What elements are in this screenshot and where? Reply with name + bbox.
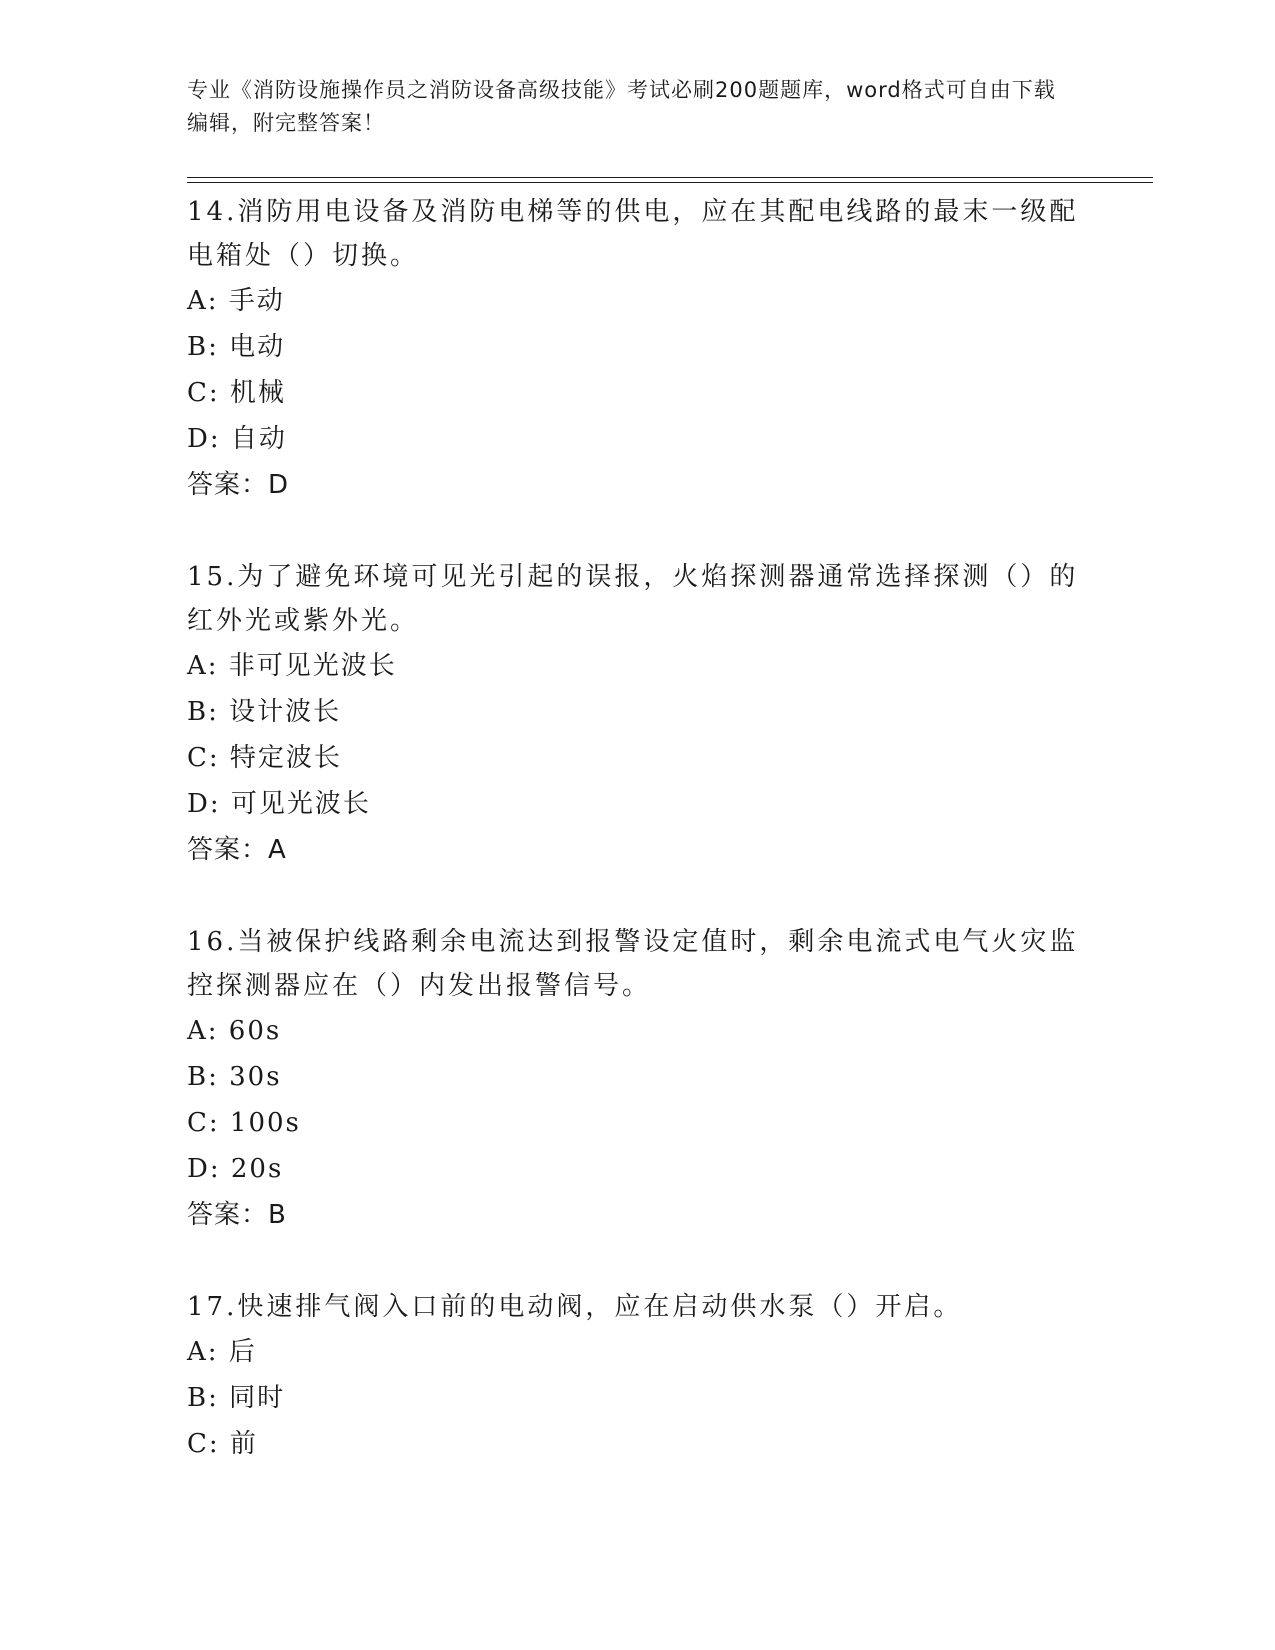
option-c: C: 特定波长	[187, 743, 342, 773]
question-stem: 17.快速排气阀入口前的电动阀，应在启动供水泵（）开启。	[187, 1292, 963, 1322]
answer-line: 答案：D	[187, 470, 290, 500]
option-b: B: 30s	[187, 1062, 282, 1092]
option-a: A: 手动	[187, 286, 285, 316]
question-stem: 14.消防用电设备及消防电梯等的供电，应在其配电线路的最末一级配电箱处（）切换。	[187, 197, 1079, 271]
question-stem: 15.为了避免环境可见光引起的误报，火焰探测器通常选择探测（）的红外光或紫外光。	[187, 562, 1079, 636]
option-a: A: 非可见光波长	[187, 651, 397, 681]
option-a: A: 60s	[187, 1016, 282, 1046]
question-15	[187, 555, 1087, 873]
option-a: A: 后	[187, 1337, 257, 1367]
option-c: C: 前	[187, 1429, 258, 1459]
question-list	[187, 190, 1087, 1514]
header-divider-bottom	[187, 182, 1153, 183]
header-divider-top	[187, 177, 1153, 178]
answer-line: 答案：A	[187, 835, 287, 865]
question-16	[187, 920, 1087, 1238]
document-header: 专业《消防设施操作员之消防设备高级技能》考试必刷200题题库，word格式可自由下载编辑，附完整答案！	[187, 78, 1056, 135]
question-stem: 16.当被保护线路剩余电流达到报警设定值时，剩余电流式电气火灾监控探测器应在（）内发出报警信号。	[187, 927, 1079, 1001]
answer-line: 答案：B	[187, 1200, 287, 1230]
question-17	[187, 1285, 1087, 1467]
option-d: D: 自动	[187, 424, 287, 454]
option-c: C: 100s	[187, 1108, 301, 1138]
option-d: D: 20s	[187, 1154, 284, 1184]
option-c: C: 机械	[187, 378, 286, 408]
option-b: B: 同时	[187, 1383, 286, 1413]
option-b: B: 设计波长	[187, 697, 342, 727]
question-14	[187, 190, 1087, 508]
option-b: B: 电动	[187, 332, 286, 362]
option-d: D: 可见光波长	[187, 789, 371, 819]
